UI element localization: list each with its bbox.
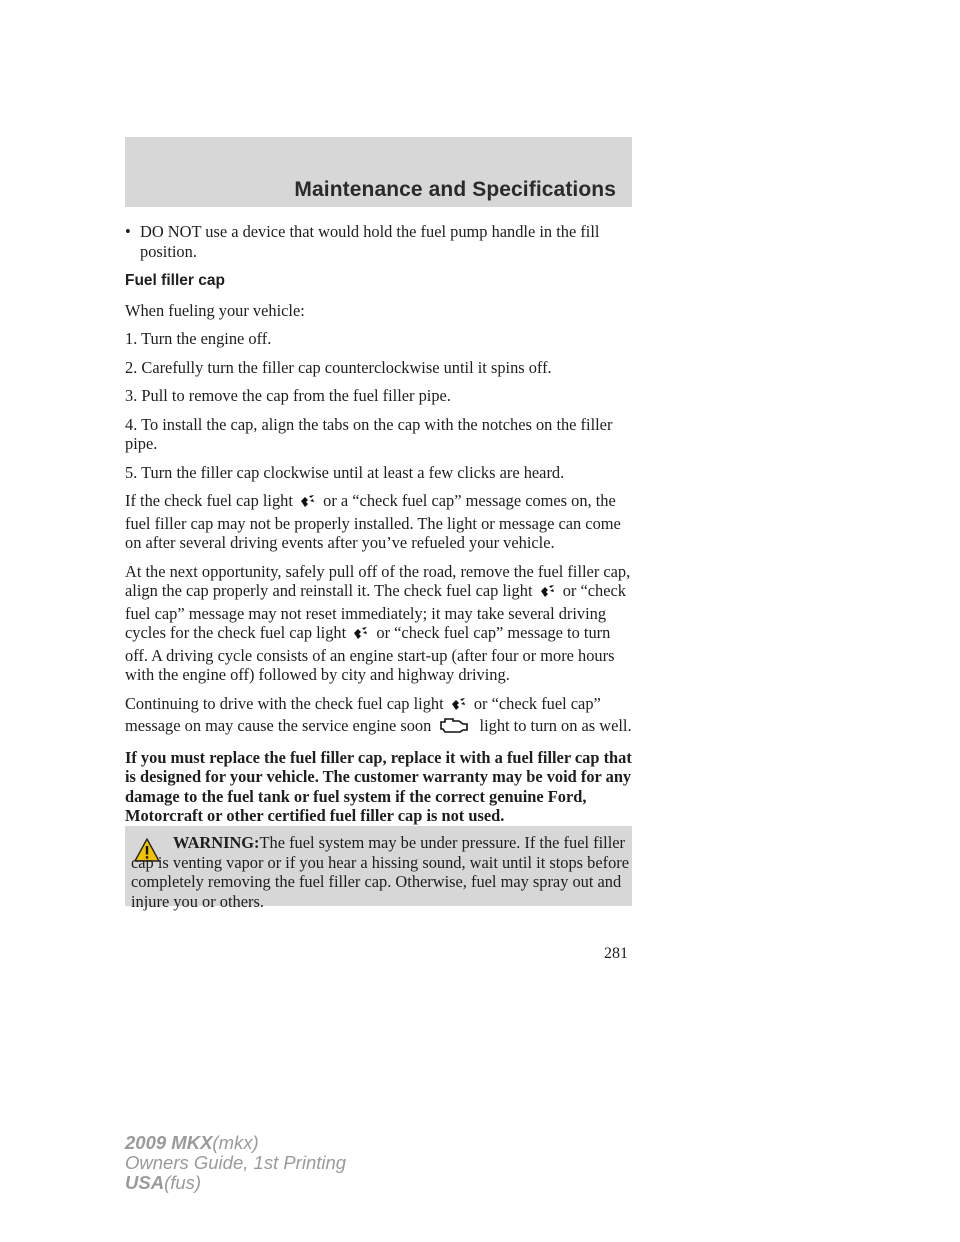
step-3: 3. Pull to remove the cap from the fuel filler pipe. xyxy=(125,386,451,405)
para2-part-c: or “check fuel cap” message to turn off. A driving cycle consists of an engine start-up (after four or more hours with the engine off) followed by city and highway driving. xyxy=(125,623,615,684)
step-2: 2. Carefully turn the filler cap counterclockwise until it spins off. xyxy=(125,357,552,377)
footer-region-code: (fus) xyxy=(164,1172,202,1193)
footer xyxy=(125,1133,346,1193)
para3-part-c: light to turn on as well. xyxy=(479,716,632,735)
fuel-cap-icon xyxy=(450,697,466,717)
engine-icon xyxy=(437,716,471,739)
footer-line-3 xyxy=(125,1173,346,1193)
paragraph-service-engine xyxy=(125,694,635,739)
para3-part-b: or “check fuel cap” message on may cause the service engine soon xyxy=(125,693,601,735)
section-title: Maintenance and Specifications xyxy=(294,178,616,201)
paragraph-check-light xyxy=(125,491,635,553)
footer-line-1 xyxy=(125,1133,346,1153)
para3-part-a: Continuing to drive with the check fuel cap light xyxy=(125,693,444,713)
section-header xyxy=(125,137,632,207)
step-1: 1. Turn the engine off. xyxy=(125,329,272,348)
intro-text: When fueling your vehicle: xyxy=(125,300,305,320)
footer-model-code: (mkx) xyxy=(212,1132,259,1153)
footer-model: 2009 MKX xyxy=(125,1132,213,1153)
bullet-dot: • xyxy=(125,222,131,241)
warning-box xyxy=(125,826,632,911)
footer-line-2: Owners Guide, 1st Printing xyxy=(125,1152,347,1173)
fuel-cap-icon xyxy=(539,584,555,604)
para1-part-b: or a “check fuel cap” message comes on, the fuel filler cap may not be properly installed. The light or message can come on after several driving events after you’ve refueled your vehicle. xyxy=(125,491,621,552)
paragraph-reinstall xyxy=(125,562,635,685)
warning-body: The fuel system may be under pressure. If the fuel filler cap is venting vapor or if you hear a hissing sound, wait until it stops before completely removing the fuel filler cap. Otherwise, fuel may spray out and injure you or others. xyxy=(131,833,630,911)
page-content xyxy=(125,222,635,835)
step-5: 5. Turn the filler cap clockwise until at least a few clicks are heard. xyxy=(125,462,565,482)
bullet-text: DO NOT use a device that would hold the fuel pump handle in the fill position. xyxy=(140,222,600,261)
fuel-cap-icon xyxy=(352,626,368,646)
bold-paragraph-replacement: If you must replace the fuel filler cap, replace it with a fuel filler cap that is designed for your vehicle. The customer warranty may be void for any damage to the fuel tank or fuel system if the correct genuine Ford, Motorcraft or other certified fuel filler cap is not used. xyxy=(125,747,632,825)
bullet-item xyxy=(125,222,635,261)
fuel-cap-icon xyxy=(299,494,315,514)
para2-part-b: or “check fuel cap” message may not reset immediately; it may take several driving cycles for the check fuel cap light xyxy=(125,581,626,642)
step-4: 4. To install the cap, align the tabs on the cap with the notches on the filler pipe. xyxy=(125,414,613,453)
footer-region: USA xyxy=(125,1172,165,1193)
warning-text xyxy=(131,833,629,911)
para2-part-a: At the next opportunity, safely pull off of the road, remove the fuel filler cap, align the cap properly and reinstall it. The check fuel cap light xyxy=(125,561,631,600)
subheading-fuel-filler-cap: Fuel filler cap xyxy=(125,272,225,289)
para1-part-a: If the check fuel cap light xyxy=(125,491,293,510)
warning-label: WARNING: xyxy=(173,833,260,852)
page-number: 281 xyxy=(604,945,628,962)
